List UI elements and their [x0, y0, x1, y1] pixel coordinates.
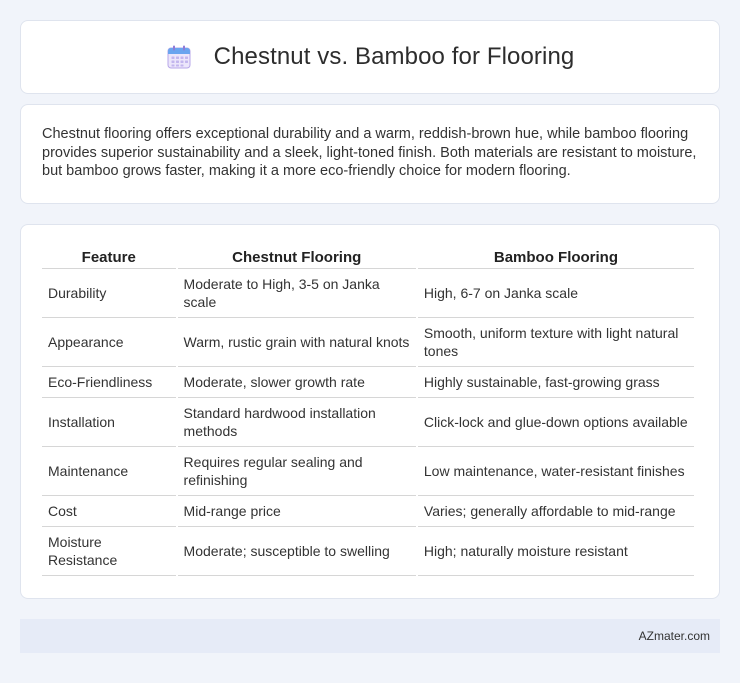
row-chestnut: Mid-range price [178, 496, 416, 527]
table-row [42, 269, 694, 318]
row-feature: Installation [42, 398, 176, 447]
header-chestnut: Chestnut Flooring [178, 245, 416, 269]
table-row [42, 527, 694, 576]
row-bamboo: Click-lock and glue-down options available [418, 398, 694, 447]
page-title: Chestnut vs. Bamboo for Flooring [213, 43, 575, 70]
header-bamboo: Bamboo Flooring [418, 245, 694, 269]
row-chestnut: Standard hardwood installation methods [178, 398, 416, 447]
comparison-table-card [20, 224, 720, 599]
table-row [42, 398, 694, 447]
title-wrap [166, 43, 575, 71]
header-feature: Feature [42, 245, 176, 269]
row-bamboo: Varies; generally affordable to mid-range [418, 496, 694, 527]
comparison-table [40, 245, 696, 576]
row-bamboo: Highly sustainable, fast-growing grass [418, 367, 694, 398]
table-header-row [42, 245, 694, 269]
row-chestnut: Moderate to High, 3-5 on Janka scale [178, 269, 416, 318]
row-chestnut: Moderate; susceptible to swelling [178, 527, 416, 576]
title-card [20, 20, 720, 94]
row-bamboo: Low maintenance, water-resistant finishes [418, 447, 694, 496]
table-row [42, 496, 694, 527]
row-feature: Maintenance [42, 447, 176, 496]
table-row [42, 447, 694, 496]
table-row [42, 367, 694, 398]
row-chestnut: Warm, rustic grain with natural knots [178, 318, 416, 367]
row-bamboo: Smooth, uniform texture with light natural tones [418, 318, 694, 367]
row-chestnut: Requires regular sealing and refinishing [178, 447, 416, 496]
row-feature: Eco-Friendliness [42, 367, 176, 398]
calendar-icon [166, 44, 192, 70]
row-feature: Cost [42, 496, 176, 527]
row-feature: Appearance [42, 318, 176, 367]
summary-card [20, 104, 720, 204]
footer-site-link[interactable]: AZmater.com [638, 629, 710, 643]
row-feature: Moisture Resistance [42, 527, 176, 576]
footer [20, 619, 720, 653]
row-chestnut: Moderate, slower growth rate [178, 367, 416, 398]
row-feature: Durability [42, 269, 176, 318]
table-row [42, 318, 694, 367]
row-bamboo: High; naturally moisture resistant [418, 527, 694, 576]
row-bamboo: High, 6-7 on Janka scale [418, 269, 694, 318]
summary-paragraph: Chestnut flooring offers exceptional durability and a warm, reddish-brown hue, while bamboo flooring provides superior sustainability and a sleek, light-toned finish. Both materials are resistant to moisture, but bamboo grows faster, making it a more eco-friendly choice for modern flooring. [42, 126, 697, 179]
